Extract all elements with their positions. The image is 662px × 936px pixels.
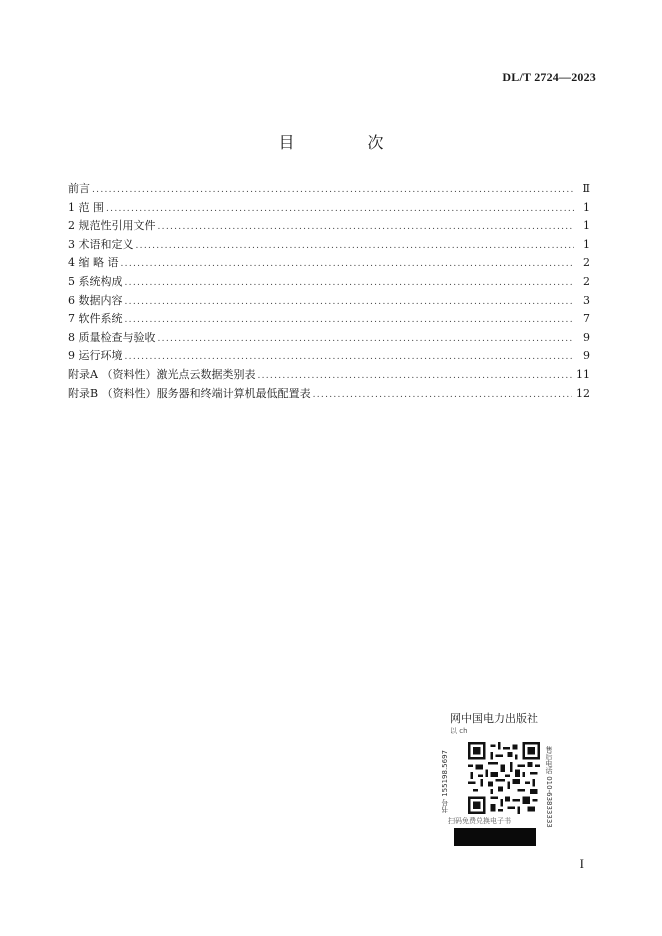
toc-leader-dots [125, 348, 575, 367]
toc-entry[interactable] [68, 180, 590, 199]
toc-entry[interactable] [68, 366, 590, 385]
document-code: DL/T 2724—2023 [502, 70, 596, 84]
toc-leader-dots [125, 311, 575, 330]
toc-leader-dots [158, 330, 575, 349]
toc-entry-label: 3 术语和定义 [68, 237, 134, 251]
toc-leader-dots [125, 274, 575, 293]
toc-entry[interactable] [68, 236, 590, 255]
toc-entry-page: 11 [576, 367, 590, 381]
toc-entry-label: 7 软件系统 [68, 312, 123, 326]
toc-entry-page: 1 [583, 237, 590, 251]
toc-entry[interactable] [68, 347, 590, 366]
page-number: I [579, 856, 584, 871]
toc-entry[interactable] [68, 254, 590, 273]
toc-leader-dots [92, 181, 574, 200]
stamp-scan-hint: 扫码免费兑换电子书 [448, 817, 511, 825]
toc-entry[interactable] [68, 273, 590, 292]
toc-entry-label: 8 质量检查与验收 [68, 330, 156, 344]
toc-entry-label: 附录A （资料性）激光点云数据类别表 [68, 367, 256, 381]
stamp-publisher-name: 网中国电力出版社 [450, 712, 538, 725]
toc-entry-label: 2 规范性引用文件 [68, 219, 156, 233]
toc-entry-page: 9 [583, 349, 590, 363]
toc-entry-label: 6 数据内容 [68, 293, 123, 307]
toc-entry[interactable] [68, 310, 590, 329]
toc-entry-page: Ⅱ [582, 182, 590, 195]
toc-entry[interactable] [68, 329, 590, 348]
publisher-stamp [440, 710, 560, 840]
toc-entry-page: 2 [583, 274, 590, 288]
toc-entry-page: 3 [583, 293, 590, 307]
toc-entry[interactable] [68, 292, 590, 311]
toc-leader-dots [313, 386, 572, 405]
toc-entry-label: 4 缩 略 语 [68, 256, 119, 270]
toc-entry-label: 附录B （资料性）服务器和终端计算机最低配置表 [68, 386, 311, 400]
toc-entry-label: 9 运行环境 [68, 349, 123, 363]
toc-entry-label: 前言 [68, 182, 90, 195]
toc-entry-page: 2 [583, 256, 590, 270]
toc-entry-page: 1 [583, 219, 590, 233]
stamp-subline: 以 ch [450, 727, 468, 735]
toc-leader-dots [121, 255, 575, 274]
toc-entry[interactable] [68, 385, 590, 404]
toc-entry-page: 9 [583, 330, 590, 344]
qr-code-icon[interactable] [468, 742, 540, 814]
stamp-phone-text: 售后电话 010-63833333 [545, 746, 553, 828]
toc-entry-label: 5 系统构成 [68, 274, 123, 288]
toc-entry[interactable] [68, 217, 590, 236]
toc-leader-dots [158, 218, 575, 237]
toc-leader-dots [136, 237, 575, 256]
toc-leader-dots [257, 367, 572, 386]
page-title: 目 次 [278, 133, 418, 152]
toc-entry-page: 7 [583, 312, 590, 326]
toc-leader-dots [106, 200, 574, 219]
table-of-contents [68, 180, 590, 403]
toc-leader-dots [125, 293, 575, 312]
toc-entry-label: 1 范 围 [68, 200, 104, 214]
redaction-bar [454, 828, 536, 846]
toc-entry[interactable] [68, 199, 590, 218]
toc-entry-page: 12 [576, 386, 590, 400]
stamp-isbn-text: 书号 155198.5697 [441, 750, 449, 813]
toc-entry-page: 1 [583, 200, 590, 214]
